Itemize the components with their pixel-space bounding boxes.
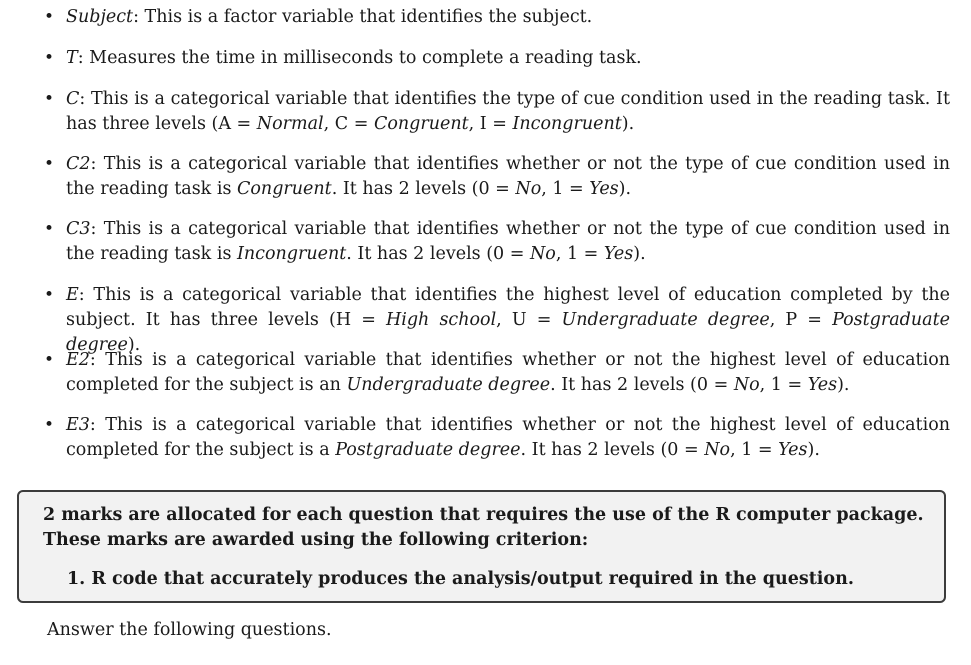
description-segment: It has three levels (H = xyxy=(145,310,386,330)
description-segment: , P = xyxy=(769,310,833,330)
description-segment: Postgraduate degree xyxy=(66,310,950,355)
variable-name: C xyxy=(66,89,80,109)
description-segment: : This is a categorical variable that identifies whether or not the type of cue condition used in the xyxy=(66,219,950,264)
description-segment: : This is a categorical variable that identifies whether or not the type of cue condition used in the xyxy=(66,154,950,199)
bullet-icon: • xyxy=(44,154,55,174)
description-segment: , I = xyxy=(468,114,513,134)
description-segment: ). xyxy=(621,114,635,134)
description-segment: No xyxy=(529,244,556,264)
description-segment: . It has 2 levels (0 = xyxy=(346,244,530,264)
criterion-text: R code that accurately produces the analysis/output required in the question. xyxy=(91,569,854,589)
description-segment: ). xyxy=(618,179,632,199)
description-segment: reading task is xyxy=(100,244,237,264)
variable-name: E3 xyxy=(66,415,90,435)
description-segment: , 1 = xyxy=(759,375,808,395)
variable-item xyxy=(42,413,950,463)
marks-criterion-intro: These marks are awarded using the following criterion: xyxy=(43,530,589,550)
bullet-icon: • xyxy=(44,7,55,27)
bullet-icon: • xyxy=(44,350,55,370)
description-segment: : This is a categorical variable that identifies the type of cue condition used in the reading task. It xyxy=(79,89,950,109)
criterion-item xyxy=(67,567,920,592)
variable-item xyxy=(42,5,950,30)
variable-name: C3 xyxy=(66,219,91,239)
description-segment: ). xyxy=(127,335,141,355)
bullet-icon: • xyxy=(44,48,55,68)
bullet-icon: • xyxy=(44,219,55,239)
marks-callout-box xyxy=(17,490,946,603)
description-segment: ). xyxy=(807,440,820,460)
bullet-icon: • xyxy=(44,285,55,305)
description-segment: , C = xyxy=(323,114,374,134)
variable-item xyxy=(42,152,950,202)
description-segment: No xyxy=(704,440,731,460)
description-segment: No xyxy=(733,375,760,395)
description-segment: , 1 = xyxy=(555,244,604,264)
description-segment: has three levels (A = xyxy=(66,114,257,134)
description-segment: , 1 = xyxy=(730,440,779,460)
description-segment: : This is a categorical variable that identifies the highest level of education completed by the subject. xyxy=(66,285,950,330)
description-segment: reading task is xyxy=(100,179,237,199)
variable-name: C2 xyxy=(66,154,91,174)
description-segment: Normal xyxy=(256,114,324,134)
description-segment: Incongruent xyxy=(237,244,347,264)
description-segment: . It has 2 levels (0 = xyxy=(331,179,516,199)
description-segment: , 1 = xyxy=(541,179,590,199)
description-segment: High school xyxy=(386,310,497,330)
description-segment: No xyxy=(515,179,542,199)
description-segment: : This is a categorical variable that identifies whether or not the highest level of education completed xyxy=(66,350,950,395)
description-segment: for the subject is an xyxy=(164,375,347,395)
marks-allocation-line: 2 marks are allocated for each question that requires the use of the R computer package. xyxy=(43,505,924,525)
description-segment: Yes xyxy=(603,244,634,264)
variable-item xyxy=(42,348,950,398)
description-segment: . It has 2 levels (0 = xyxy=(550,375,734,395)
description-segment: , U = xyxy=(496,310,562,330)
variable-name: Subject xyxy=(66,7,134,27)
variable-name: E xyxy=(66,285,79,305)
variable-item xyxy=(42,283,950,358)
instructions-text: Answer the following questions. xyxy=(47,620,332,640)
description-segment: Yes xyxy=(778,440,808,460)
criterion-number: 1. xyxy=(67,569,86,589)
variable-item xyxy=(42,87,950,137)
description-segment: . It has 2 levels (0 = xyxy=(520,440,705,460)
variable-name: E2 xyxy=(66,350,90,370)
variable-item xyxy=(42,217,950,267)
description-segment: : This is a categorical variable that identifies whether or not the highest level of education completed xyxy=(66,415,950,460)
description-segment: : This is a factor variable that identifies the subject. xyxy=(133,7,593,27)
criteria-list xyxy=(43,567,920,592)
description-segment: Postgraduate degree xyxy=(335,440,521,460)
description-segment: : Measures the time in milliseconds to complete a reading task. xyxy=(77,48,642,68)
description-segment: ). xyxy=(837,375,850,395)
description-segment: ). xyxy=(633,244,646,264)
description-segment: Undergraduate degree xyxy=(561,310,770,330)
description-segment: Congruent xyxy=(237,179,332,199)
description-segment: Incongruent xyxy=(512,114,622,134)
description-segment: Undergraduate degree xyxy=(346,375,551,395)
description-segment: Yes xyxy=(807,375,838,395)
variable-item xyxy=(42,46,950,71)
description-segment: for the subject is a xyxy=(164,440,336,460)
bullet-icon: • xyxy=(44,415,55,435)
description-segment: Congruent xyxy=(373,114,469,134)
bullet-icon: • xyxy=(44,89,55,109)
description-segment: Yes xyxy=(589,179,619,199)
variable-name: T xyxy=(66,48,78,68)
